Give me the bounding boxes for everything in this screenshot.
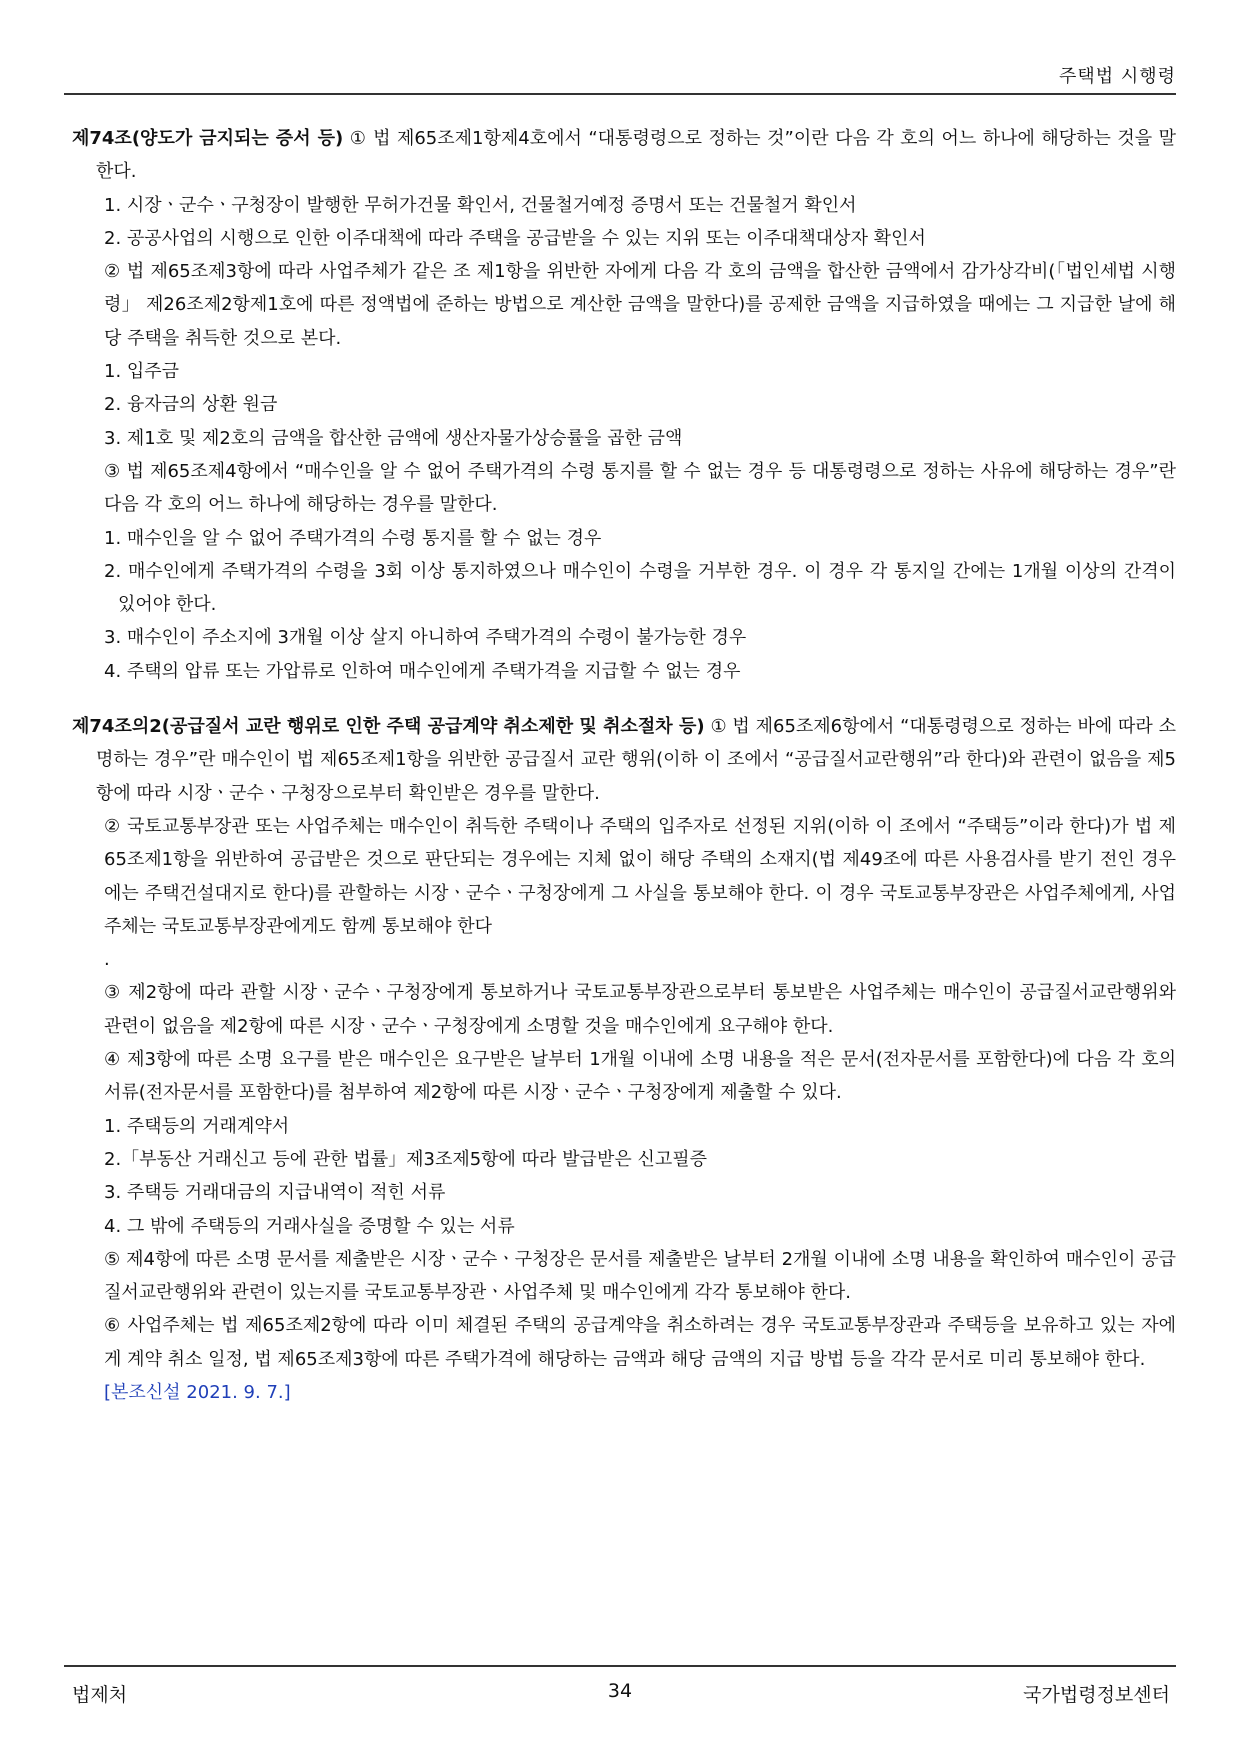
article-74-2-paragraph-4: ④ 제3항에 따른 소명 요구를 받은 매수인은 요구받은 날부터 1개월 이내에 소명 내용을 적은 문서(전자문서를 포함한다)에 다음 각 호의 서류(전자문서를 포함한다)를 첨부하여 제2항에 따른 시장ㆍ군수ㆍ구청장에게 제출할 수 있다. [104,1049,1176,1104]
article-74-2-paragraph-5: ⑤ 제4항에 따른 소명 문서를 제출받은 시장ㆍ군수ㆍ구청장은 문서를 제출받은 날부터 2개월 이내에 소명 내용을 확인하여 매수인이 공급질서교란행위와 관련이 있는지를 국토교통부장관ㆍ사업주체 및 매수인에게 각각 통보해야 한다. [104,1248,1176,1304]
article-74-2-paragraph-6: ⑥ 사업주체는 법 제65조제2항에 따라 이미 체결된 주택의 공급계약을 취소하려는 경우 국토교통부장관과 주택등을 보유하고 있는 자에게 계약 취소 일정, 법 제65조제3항에 따른 주택가격에 해당하는 금액과 해당 금액의 지급 방법 등을 각각 문서로 미리 통보해야 한다. [104,1315,1176,1370]
article-74-2-paragraph-2-tail: . [104,949,110,971]
article-74-2-p4-item-2: 2.「부동산 거래신고 등에 관한 법률」제3조제5항에 따라 발급받은 신고필증 [104,1148,707,1170]
article-74-p1-item-1: 1. 시장ㆍ군수ㆍ구청장이 발행한 무허가건물 확인서, 건물철거예정 증명서 또는 건물철거 확인서 [104,194,857,216]
article-74-paragraph-1 [72,122,1176,189]
article-74-p3-item-3: 3. 매수인이 주소지에 3개월 이상 살지 아니하여 주택가격의 수령이 불가능한 경우 [104,627,747,649]
article-74-2-p4-item-1: 1. 주택등의 거래계약서 [104,1115,290,1137]
article-74-p3-item-1: 1. 매수인을 알 수 없어 주택가격의 수령 통지를 할 수 없는 경우 [104,527,602,549]
article-74-2-p4-item-4: 4. 그 밖에 주택등의 거래사실을 증명할 수 있는 서류 [104,1215,515,1237]
article-74-2-p4-item-3: 3. 주택등 거래대금의 지급내역이 적힌 서류 [104,1182,446,1204]
article-74-2-paragraph-1 [72,710,1176,810]
amendment-note: [본조신설 2021. 9. 7.] [104,1381,291,1403]
running-header-title: 주택법 시행령 [1058,66,1176,87]
footer-publisher: 법제처 [72,1684,128,1706]
header-rule [64,93,1176,95]
article-74-paragraph-2: ② 법 제65조제3항에 따라 사업주체가 같은 조 제1항을 위반한 자에게 다음 각 호의 금액을 합산한 금액에서 감가상각비(「법인세법 시행령」 제26조제2항제1호에 따른 정액법에 준하는 방법으로 계산한 금액을 말한다)를 공제한 금액을 지급하였을 때에는 그 지급한 날에 해당 주택을 취득한 것으로 본다. [104,261,1176,349]
article-74-2-paragraph-2: ② 국토교통부장관 또는 사업주체는 매수인이 취득한 주택이나 주택의 입주자로 선정된 지위(이하 이 조에서 “주택등”이라 한다)가 법 제65조제1항을 위반하여 공급받은 것으로 판단되는 경우에는 지체 없이 해당 주택의 소재지(법 제49조에 따른 사용검사를 받기 전인 경우에는 주택건설대지로 한다)를 관할하는 시장ㆍ군수ㆍ구청장에게 그 사실을 통보해야 한다. 이 경우 국토교통부장관은 사업주체에게, 사업주체는 국토교통부장관에게도 함께 통보해야 한다 [104,815,1177,937]
page-number: 34 [607,1680,633,1702]
article-74-paragraph-3: ③ 법 제65조제4항에서 “매수인을 알 수 없어 주택가격의 수령 통지를 할 수 없는 경우 등 대통령령으로 정하는 사유에 해당하는 경우”란 다음 각 호의 어느 하나에 해당하는 경우를 말한다. [104,460,1176,516]
footer-rule [64,1665,1176,1667]
article-74-p2-item-1: 1. 입주금 [104,361,180,383]
article-74-2-paragraph-3: ③ 제2항에 따라 관할 시장ㆍ군수ㆍ구청장에게 통보하거나 국토교통부장관으로부터 통보받은 사업주체는 매수인이 공급질서교란행위와 관련이 없음을 제2항에 따른 시장ㆍ군수ㆍ구청장에게 소명할 것을 매수인에게 요구해야 한다. [104,982,1176,1037]
article-spacer [72,688,1176,710]
article-74-p2-item-2: 2. 융자금의 상환 원금 [104,394,278,416]
article-74-p1-text: ① 법 제65조제1항제4호에서 “대통령령으로 정하는 것”이란 다음 각 호의 어느 하나에 해당하는 것을 말한다. [96,128,1176,183]
article-74-2-p1-text: ① 법 제65조제6항에서 “대통령령으로 정하는 바에 따라 소명하는 경우”란 매수인이 법 제65조제1항을 위반한 공급질서 교란 행위(이하 이 조에서 “공급질서교란행위”라 한다)와 관련이 없음을 제5항에 따라 시장ㆍ군수ㆍ구청장으로부터 확인받은 경우를 말한다. [96,716,1176,804]
article-74-p3-item-2: 2. 매수인에게 주택가격의 수령을 3회 이상 통지하였으나 매수인이 수령을 거부한 경우. 이 경우 각 통지일 간에는 1개월 이상의 간격이 있어야 한다. [104,560,1176,616]
article-74-p2-item-3: 3. 제1호 및 제2호의 금액을 합산한 금액에 생산자물가상승률을 곱한 금액 [104,427,683,449]
article-74-p1-item-2: 2. 공공사업의 시행으로 인한 이주대책에 따라 주택을 공급받을 수 있는 지위 또는 이주대책대상자 확인서 [104,227,926,249]
article-74-heading: 제74조(양도가 금지되는 증서 등) [72,128,344,149]
article-74-p3-item-4: 4. 주택의 압류 또는 가압류로 인하여 매수인에게 주택가격을 지급할 수 없는 경우 [104,660,741,682]
footer-source: 국가법령정보센터 [1023,1684,1170,1706]
article-74-2-heading: 제74조의2(공급질서 교란 행위로 인한 주택 공급계약 취소제한 및 취소절차 등) [72,716,705,738]
document-body [72,122,1176,1409]
